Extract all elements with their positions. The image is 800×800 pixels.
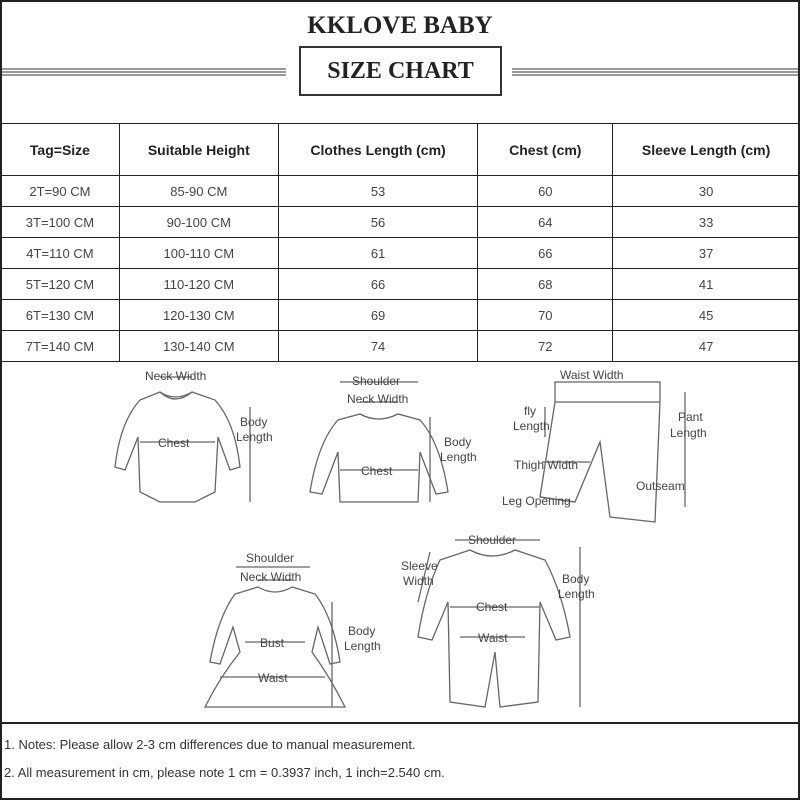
- table-cell: 6T=130 CM: [1, 300, 120, 331]
- table-cell: 61: [278, 238, 478, 269]
- table-cell: 41: [613, 269, 800, 300]
- table-cell: 7T=140 CM: [1, 331, 120, 362]
- shirt-neck-label: Neck Width: [347, 392, 409, 406]
- shirt-chest-label: Chest: [361, 464, 393, 478]
- table-cell: 100-110 CM: [119, 238, 278, 269]
- romper-waist-label: Waist: [478, 631, 508, 645]
- table-cell: 37: [613, 238, 800, 269]
- table-cell: 64: [478, 207, 613, 238]
- table-cell: 30: [613, 176, 800, 207]
- table-cell: 110-120 CM: [119, 269, 278, 300]
- table-cell: 85-90 CM: [119, 176, 278, 207]
- table-row: [1, 269, 800, 300]
- pants-fly-label: fly: [524, 404, 536, 418]
- table-cell: 3T=100 CM: [1, 207, 120, 238]
- table-header-row: [1, 124, 800, 176]
- pants-outseam-label: Outseam: [636, 479, 685, 493]
- romper-body-label: Body: [562, 572, 590, 586]
- romper-length-label: Length: [558, 587, 595, 601]
- table-cell: 74: [278, 331, 478, 362]
- pants-thigh-label: Thigh Width: [514, 458, 579, 472]
- bodysuit-length-label: Length: [236, 430, 273, 444]
- shirt-shoulder-label: Shoulder: [352, 374, 401, 388]
- measurement-diagrams: [0, 362, 800, 722]
- pants-leg-opening-label: Leg Opening: [502, 494, 571, 508]
- table-cell: 2T=90 CM: [1, 176, 120, 207]
- dress-body-label: Body: [348, 624, 376, 638]
- romper-chest-label: Chest: [476, 600, 508, 614]
- dress-bust-label: Bust: [260, 636, 285, 650]
- romper-shoulder-label: Shoulder: [468, 533, 517, 547]
- table-cell: 66: [278, 269, 478, 300]
- table-cell: 47: [613, 331, 800, 362]
- table-cell: 72: [478, 331, 613, 362]
- table-row: [1, 238, 800, 269]
- bodysuit-body-label: Body: [240, 415, 268, 429]
- column-header: Suitable Height: [119, 124, 278, 176]
- table-cell: 69: [278, 300, 478, 331]
- table-row: [1, 300, 800, 331]
- table-cell: 90-100 CM: [119, 207, 278, 238]
- romper-width-label: Width: [403, 574, 434, 588]
- size-table: [0, 123, 800, 362]
- table-cell: 70: [478, 300, 613, 331]
- size-chart-title: SIZE CHART: [299, 46, 502, 96]
- table-cell: 5T=120 CM: [1, 269, 120, 300]
- note-1: 1. Notes: Please allow 2-3 cm differences due to manual measurement.: [4, 737, 416, 752]
- table-cell: 66: [478, 238, 613, 269]
- pants-pant-label: Pant: [678, 410, 703, 424]
- table-cell: 68: [478, 269, 613, 300]
- pants-waist-label: Waist Width: [560, 368, 624, 382]
- table-row: [1, 176, 800, 207]
- table-row: [1, 207, 800, 238]
- dress-neck-label: Neck Width: [240, 570, 302, 584]
- column-header: Chest (cm): [478, 124, 613, 176]
- divider-left: [2, 68, 286, 76]
- table-cell: 4T=110 CM: [1, 238, 120, 269]
- column-header: Tag=Size: [1, 124, 120, 176]
- dress-length-label: Length: [344, 639, 381, 653]
- pants-fly-length-label: Length: [513, 419, 550, 433]
- dress-waist-label: Waist: [258, 671, 288, 685]
- table-cell: 130-140 CM: [119, 331, 278, 362]
- bodysuit-chest-label: Chest: [158, 436, 190, 450]
- table-cell: 53: [278, 176, 478, 207]
- romper-sleeve-label: Sleeve: [401, 559, 438, 573]
- column-header: Sleeve Length (cm): [613, 124, 800, 176]
- bodysuit-neck-label: Neck Width: [145, 369, 207, 383]
- table-cell: 120-130 CM: [119, 300, 278, 331]
- shirt-length-label: Length: [440, 450, 477, 464]
- dress-shoulder-label: Shoulder: [246, 551, 295, 565]
- table-cell: 45: [613, 300, 800, 331]
- table-cell: 56: [278, 207, 478, 238]
- brand-title: KKLOVE BABY: [307, 12, 493, 39]
- divider-right: [512, 68, 798, 76]
- column-header: Clothes Length (cm): [278, 124, 478, 176]
- table-cell: 33: [613, 207, 800, 238]
- romper-illustration: [418, 540, 580, 707]
- shirt-body-label: Body: [444, 435, 472, 449]
- notes-section: [0, 722, 800, 800]
- table-row: [1, 331, 800, 362]
- pants-length-label: Length: [670, 426, 707, 440]
- table-cell: 60: [478, 176, 613, 207]
- note-2: 2. All measurement in cm, please note 1 cm = 0.3937 inch, 1 inch=2.540 cm.: [4, 765, 445, 780]
